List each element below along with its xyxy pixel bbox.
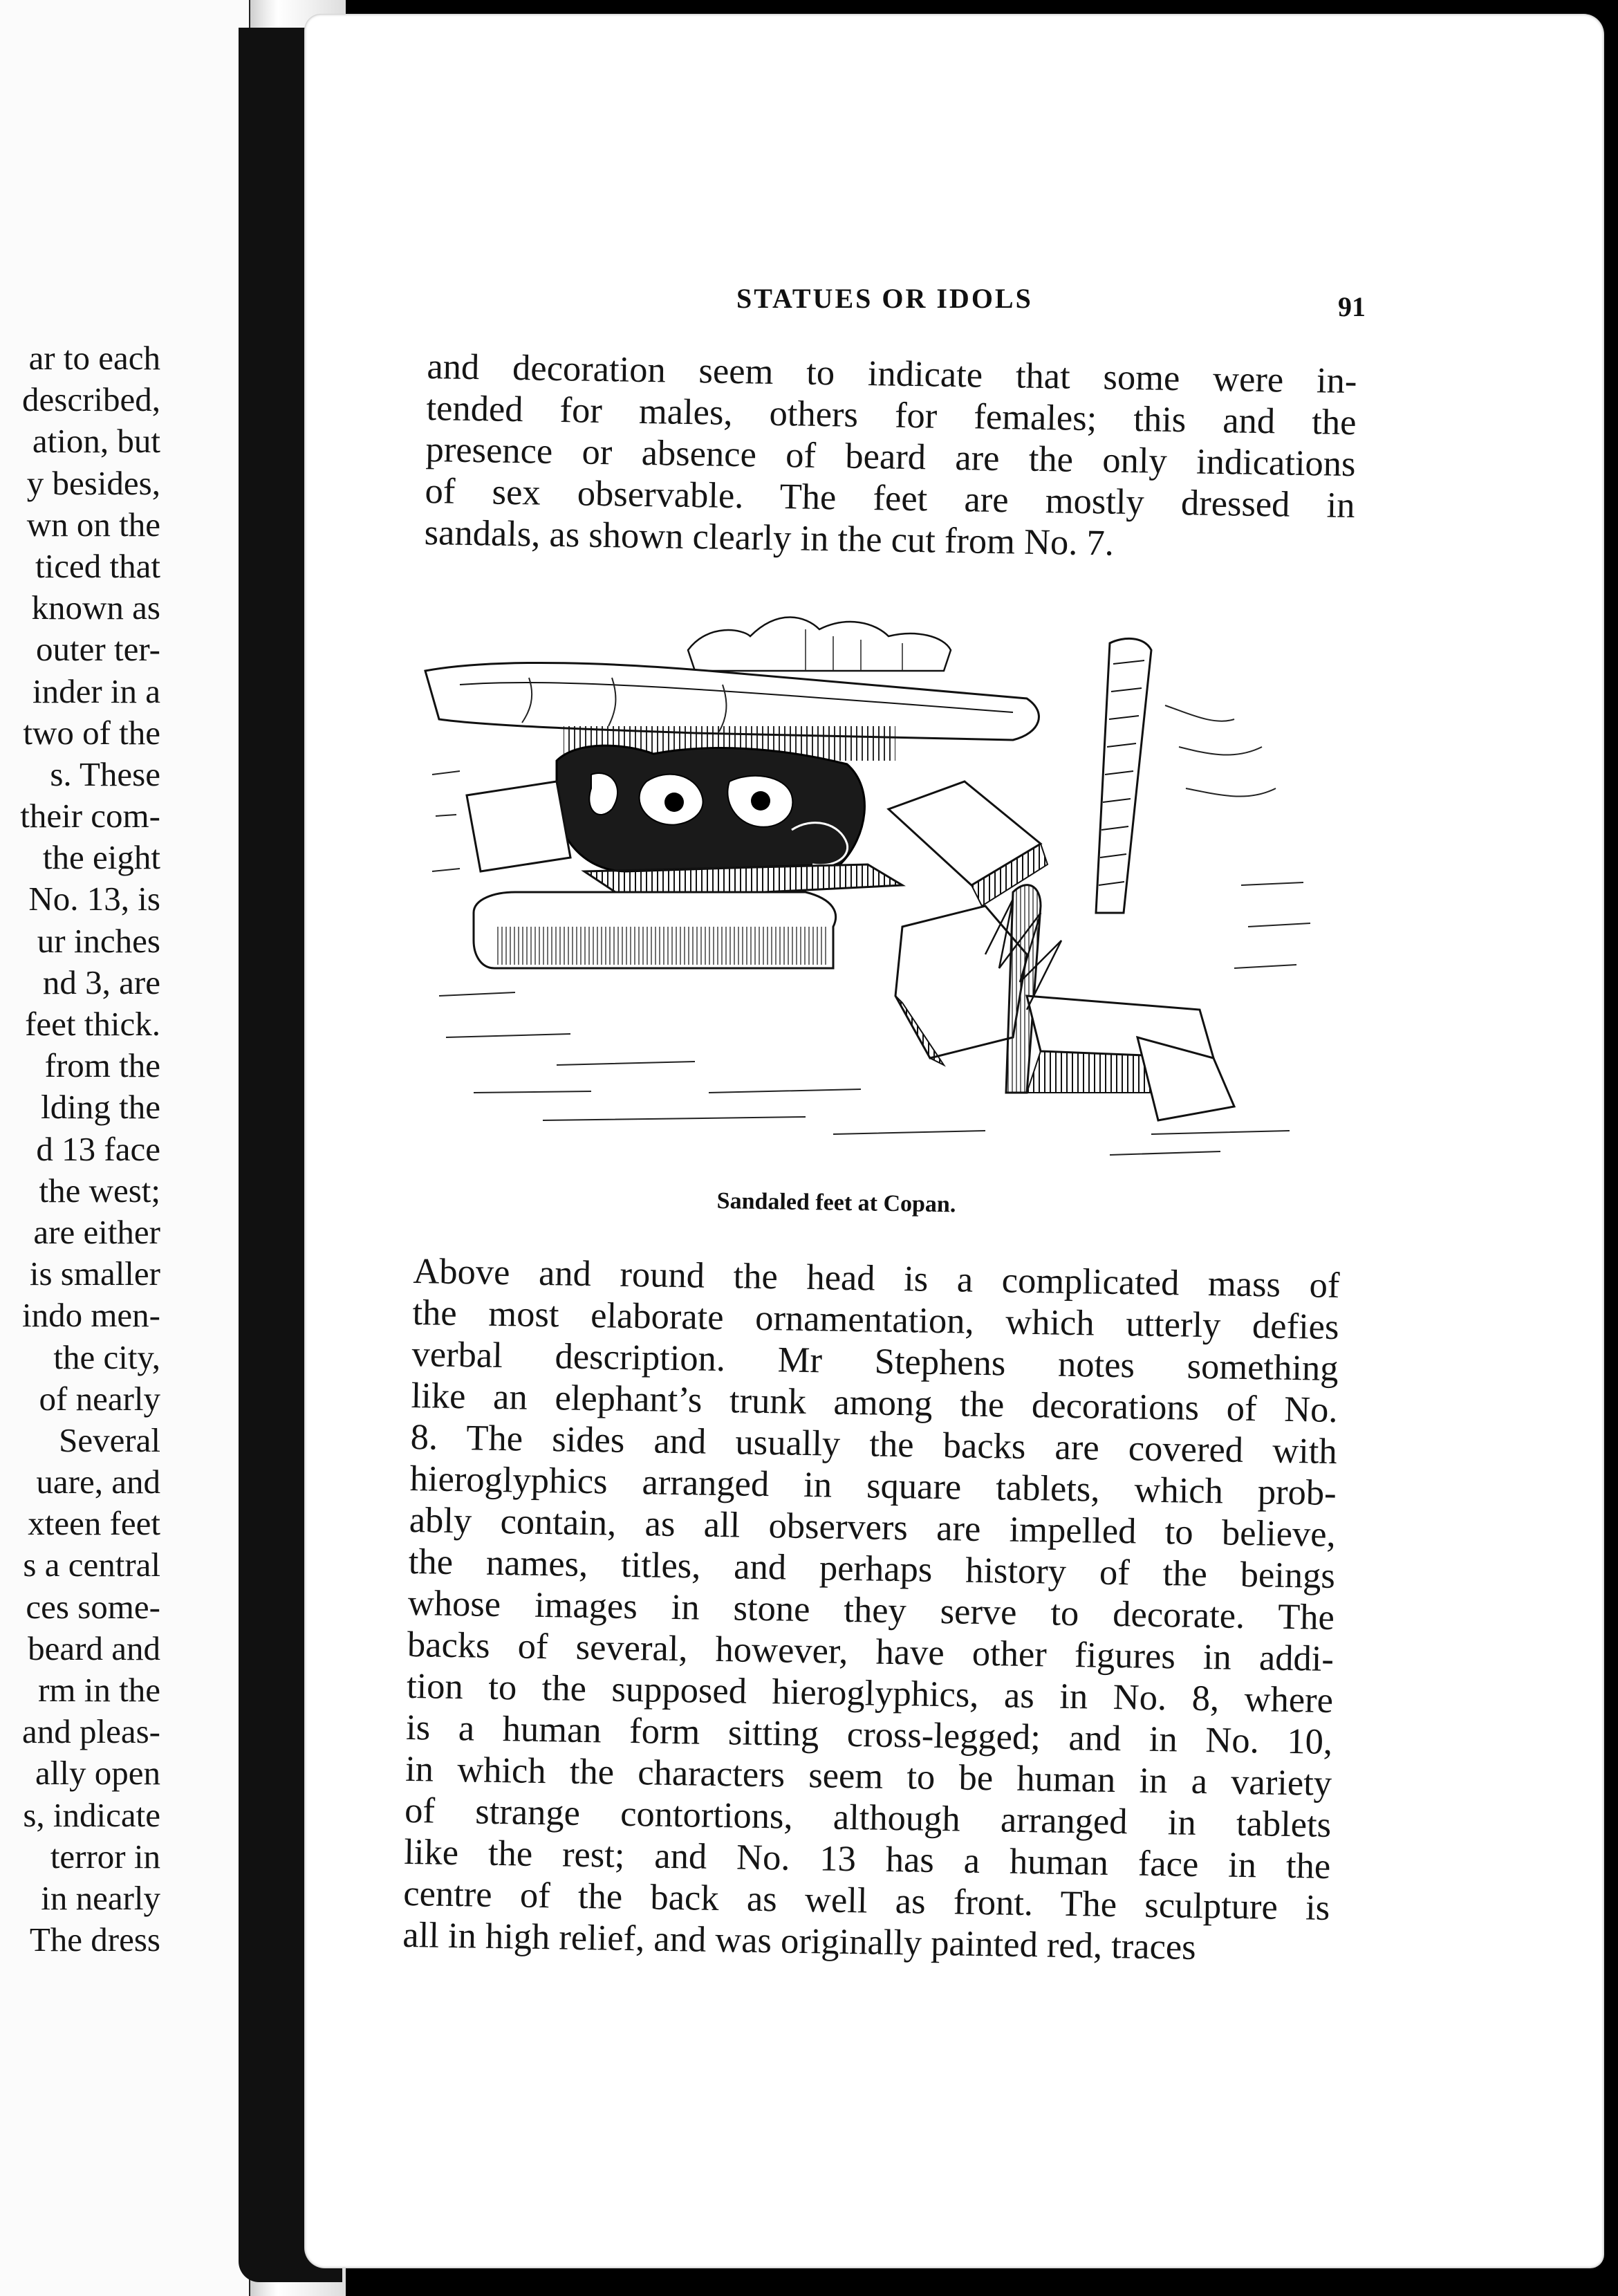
text-line: like an elephant’s trunk among the decorations of No. <box>411 1375 1338 1431</box>
text-line: hieroglyphics arranged in square tablets, which prob- <box>409 1458 1337 1514</box>
text-line: backs of several, however, have other figures in addi- <box>407 1624 1335 1679</box>
text-line: and decoration seem to indicate that some were in- <box>427 346 1357 402</box>
text-line: No. 13, is <box>28 880 160 918</box>
text-line: s. These <box>50 754 160 793</box>
text-line: s, indicate <box>23 1795 160 1834</box>
text-line: indo men- <box>21 1296 160 1335</box>
text-line: ticed that <box>35 546 160 585</box>
text-line: of sex observable. The feet are mostly dressed in <box>425 470 1355 526</box>
bottom-paragraph <box>402 1250 1340 1970</box>
text-line: Several <box>59 1420 160 1459</box>
text-line: tion to the supposed hieroglyphics, as in No. 8, where <box>406 1665 1334 1721</box>
text-line: inder in a <box>32 672 160 710</box>
text-line: ces some- <box>26 1587 160 1626</box>
text-line: is a human form sitting cross-legged; and in No. 10, <box>405 1707 1333 1762</box>
text-line: beard and <box>28 1629 160 1667</box>
figure-caption: Sandaled feet at Copan. <box>716 1188 956 1218</box>
text-line: the most elaborate ornamentation, which utterly defies <box>412 1292 1339 1348</box>
left-page <box>0 0 250 2296</box>
text-line: verbal description. Mr Stephens notes something <box>411 1333 1339 1389</box>
text-line: their com- <box>20 797 160 835</box>
text-line: known as <box>31 589 160 627</box>
text-line: lding the <box>41 1088 160 1127</box>
sandaled-feet-engraving <box>418 609 1338 1203</box>
text-line: y besides, <box>26 463 160 502</box>
text-line: all in high relief, and was originally painted red, traces <box>402 1914 1197 1968</box>
top-paragraph <box>424 346 1357 568</box>
text-line: The dress <box>29 1920 160 1959</box>
text-line: like the rest; and No. 13 has a human face in the <box>403 1831 1331 1887</box>
text-line: ar to each <box>28 339 160 377</box>
text-line: the west; <box>39 1171 160 1210</box>
text-line: uare, and <box>36 1463 160 1501</box>
text-line: ation, but <box>32 422 160 461</box>
text-line: and pleas- <box>22 1712 160 1751</box>
text-line: ably contain, as all observers are impelled to believe, <box>409 1499 1337 1555</box>
page-number: 91 <box>1338 291 1366 322</box>
text-line: wn on the <box>26 505 160 544</box>
text-line: xteen feet <box>28 1504 160 1543</box>
text-line: nd 3, are <box>42 963 160 1001</box>
text-line: d 13 face <box>36 1129 160 1168</box>
text-line: in which the characters seem to be human in a variety <box>404 1748 1332 1804</box>
text-line: is smaller <box>29 1255 160 1293</box>
text-line: the names, titles, and perhaps history of the beings <box>408 1541 1336 1596</box>
text-line: the eight <box>42 838 160 877</box>
text-line: outer ter- <box>36 630 160 669</box>
text-line: feet thick. <box>25 1005 160 1043</box>
text-line: ur inches <box>37 921 160 960</box>
text-line: described, <box>22 380 160 419</box>
running-head: STATUES OR IDOLS <box>736 283 1033 314</box>
text-line: 8. The sides and usually the backs are covered with <box>410 1416 1338 1472</box>
text-line: in nearly <box>41 1878 160 1917</box>
text-line: s a central <box>23 1546 160 1584</box>
text-line: from the <box>44 1046 160 1085</box>
text-line: of nearly <box>39 1379 160 1418</box>
text-line: sandals, as shown clearly in the cut from No. 7. <box>424 512 1115 564</box>
text-line: are either <box>33 1212 160 1251</box>
text-line: two of the <box>23 713 160 752</box>
text-line: Above and round the head is a complicated mass of <box>413 1250 1340 1306</box>
text-line: centre of the back as well as front. The sculpture is <box>402 1873 1330 1928</box>
left-page-text <box>0 337 160 1961</box>
text-line: terror in <box>50 1837 160 1876</box>
text-line: of strange contortions, although arranged in tablets <box>404 1790 1332 1845</box>
text-line: presence or absence of beard are the only indications <box>425 429 1356 485</box>
text-line: rm in the <box>38 1671 160 1709</box>
text-line: whose images in stone they serve to decorate. The <box>407 1582 1335 1638</box>
text-line: the city, <box>53 1337 160 1376</box>
text-line: tended for males, others for females; this and the <box>426 387 1357 443</box>
text-line: ally open <box>35 1754 160 1793</box>
